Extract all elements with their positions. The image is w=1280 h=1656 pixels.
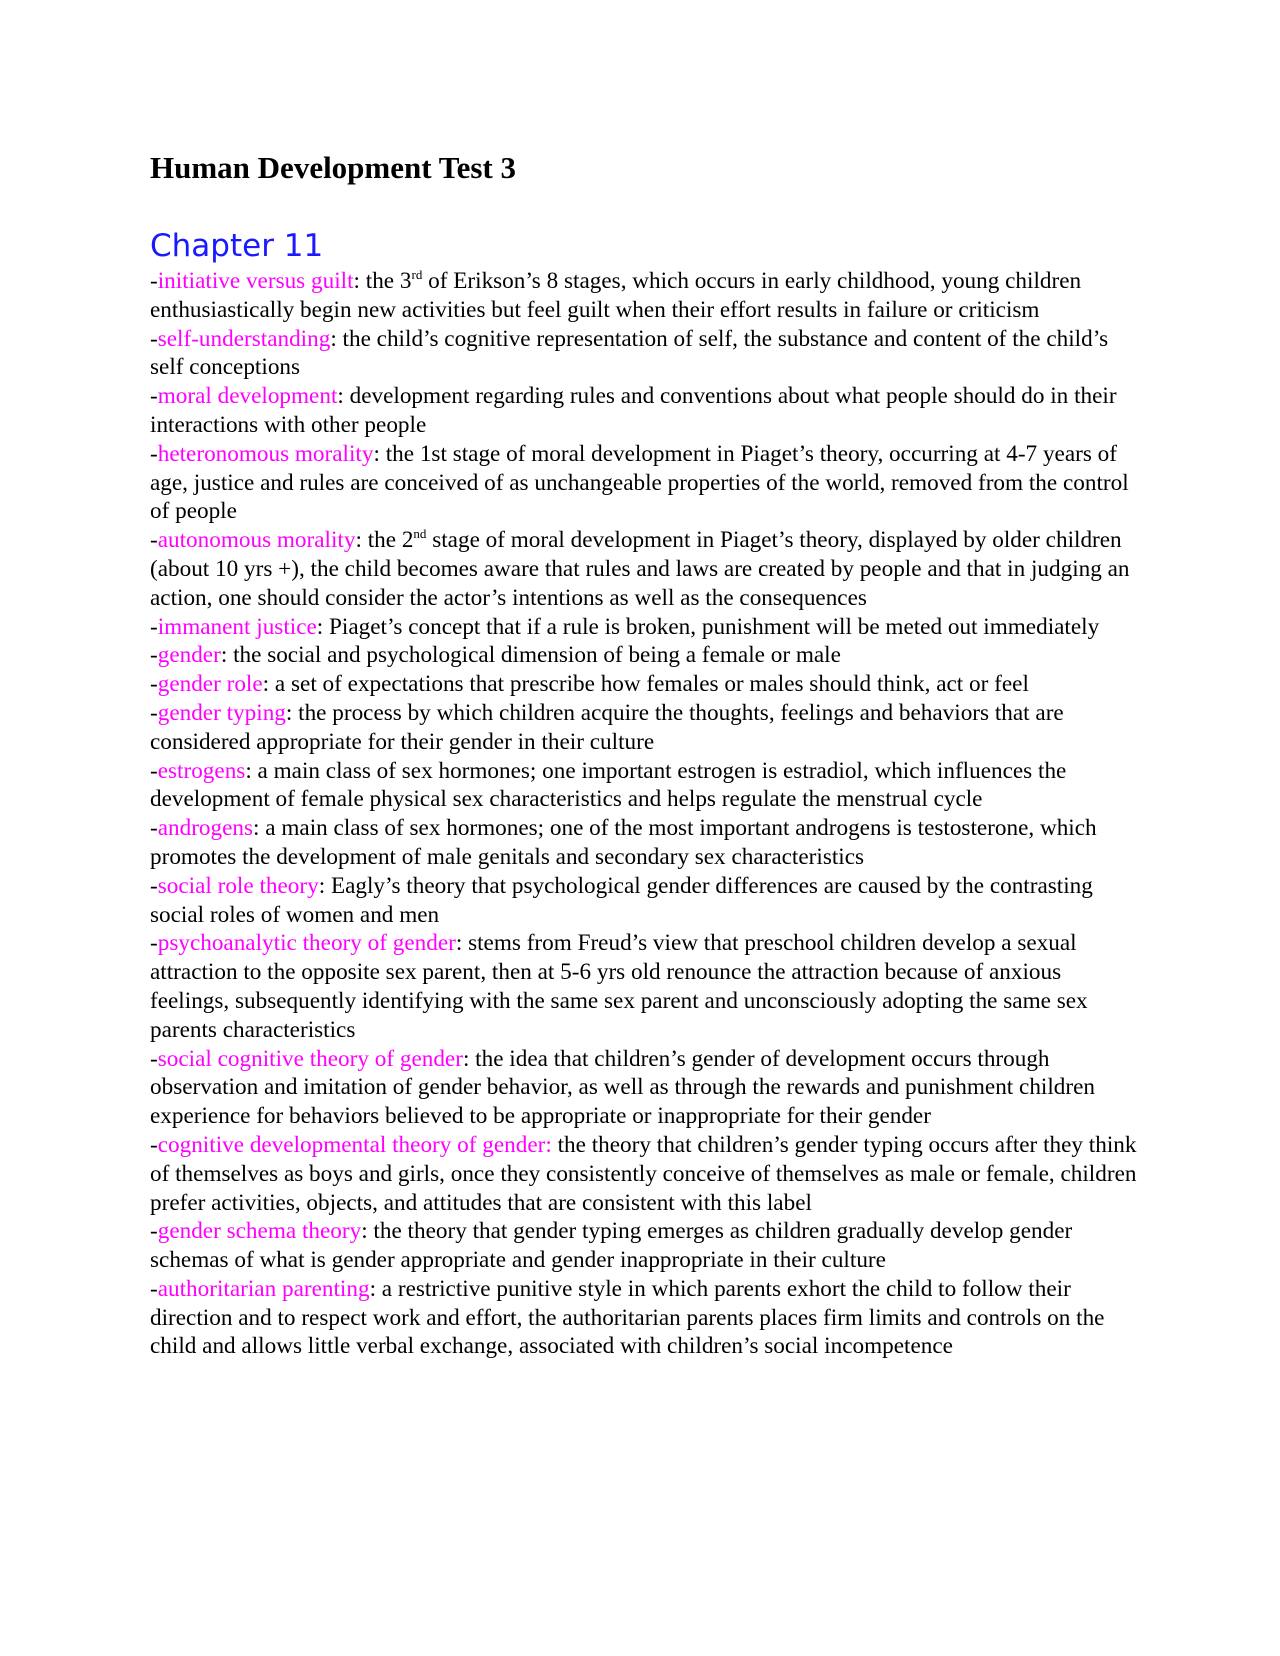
definition-list [150,267,1140,1361]
definition-entry [150,382,1140,440]
definition-term: initiative versus guilt [157,268,354,294]
entry-dash: - [150,642,158,669]
definition-entry [150,440,1140,526]
definition-entry [150,325,1140,383]
definition-entry [150,757,1140,815]
entry-dash: - [150,383,158,410]
definition-text: : a main class of sex hormones; one important estrogen is estradiol, which influences the development of female physical sex characteristics and helps regulate the menstrual cycle [150,757,1067,813]
definition-term: social role theory [157,872,319,899]
definition-text: : development regarding rules and conventions about what people should do in their interactions with other people [150,383,1117,438]
definition-entry [150,613,1140,642]
entry-dash: - [150,1218,158,1245]
definition-term: psychoanalytic theory of gender [157,930,456,957]
entry-dash: - [150,325,158,352]
definition-entry [150,814,1140,872]
definition-entry [150,1217,1140,1275]
definition-text: : a set of expectations that prescribe how females or males should think, act or feel [262,671,1029,698]
entry-dash: - [150,1131,158,1158]
definition-term: autonomous morality [157,527,356,554]
entry-dash: - [150,1275,158,1302]
definition-entry [150,1045,1140,1131]
entry-dash: - [150,930,158,957]
definition-text: : stems from Freud’s view that preschool children develop a sexual attraction to the opposite sex parent, then at 5-6 yrs old renounce the attraction because of anxious feelings, subsequently identifying with the same sex parent and unconsciously adopting the same sex parents characteristics [150,930,1088,1043]
chapter-heading: Chapter 11 [150,228,324,264]
definition-entry [150,1131,1140,1217]
definition-entry [150,267,1140,325]
ordinal-suffix: nd [413,526,427,542]
definition-text: stage of moral development in Piaget’s theory, displayed by older children (about 10 yrs +), the child becomes aware that rules and laws are created by people and that in judging an action, one should consider the actor’s intentions as well as the consequences [150,527,1130,611]
entry-dash: - [150,872,158,899]
definition-term: androgens [157,815,254,842]
entry-dash: - [150,815,158,842]
definition-text: the theory that children’s gender typing occurs after they think of themselves as boys and girls, once they consistently conceive of themselves as male or female, children prefer activities, objects, and attitudes that are consistent with this label [150,1131,1137,1216]
definition-text: : the theory that gender typing emerges as children gradually develop gender schemas of what is gender appropriate and gender inappropriate in their culture [150,1218,1073,1274]
definition-entry [150,670,1140,699]
definition-text: : Eagly’s theory that psychological gender differences are caused by the contrasting social roles of women and men [150,872,1093,928]
ordinal-suffix: rd [411,267,423,282]
entry-dash: - [150,268,158,294]
definition-text: : the process by which children acquire the thoughts, feelings and behaviors that are considered appropriate for their gender in their culture [150,699,1064,755]
definition-term: immanent justice [157,613,317,640]
definition-text: : the idea that children’s gender of development occurs through observation and imitation of gender behavior, as well as through the rewards and punishment children experience for behaviors believed to be appropriate or inappropriate for their gender [150,1045,1095,1130]
definition-text: of Erikson’s 8 stages, which occurs in early childhood, young children enthusiastically begin new activities but feel guilt when their effort results in failure or criticism [150,268,1082,323]
definition-entry [150,1275,1140,1361]
definition-term: gender [157,642,221,669]
definition-term: estrogens [157,757,246,784]
definition-text: : a main class of sex hormones; one of the most important androgens is testosterone, which promotes the development of male genitals and secondary sex characteristics [150,815,1097,870]
definition-entry [150,872,1140,930]
definition-term: heteronomous morality [157,440,374,467]
definition-text: : the 1st stage of moral development in Piaget’s theory, occurring at 4-7 years of age, justice and rules are conceived of as unchangeable properties of the world, removed from the control of people [150,440,1129,525]
entry-dash: - [150,671,158,698]
definition-term: gender role [157,671,263,698]
definition-term: gender schema theory [157,1218,362,1245]
entry-dash: - [150,1045,158,1072]
document-title: Human Development Test 3 [150,150,516,185]
definition-text: : a restrictive punitive style in which parents exhort the child to follow their direction and to respect work and effort, the authoritarian parents places firm limits and controls on the child and allows little verbal exchange, associated with children’s social incompetence [150,1275,1105,1360]
entry-dash: - [150,440,158,467]
definition-text: : the social and psychological dimension of being a female or male [220,642,841,669]
entry-dash: - [150,527,158,554]
definition-term: authoritarian parenting [157,1275,370,1302]
definition-entry [150,929,1140,1044]
definition-term: self-understanding [157,325,331,352]
definition-text: : the 3 [353,268,412,294]
definition-entry [150,641,1140,670]
definition-text: : the 2 [355,527,414,554]
definition-term: moral development [157,383,338,410]
definition-text: : the child’s cognitive representation of self, the substance and content of the child’s self conceptions [150,325,1109,381]
definition-text: : Piaget’s concept that if a rule is broken, punishment will be meted out immediately [316,613,1100,640]
definition-term: social cognitive theory of gender [157,1045,463,1072]
definition-term: cognitive developmental theory of gender: [157,1131,552,1158]
entry-dash: - [150,757,158,784]
definition-entry [150,526,1140,612]
entry-dash: - [150,613,158,640]
definition-term: gender typing [157,699,286,726]
definition-entry [150,699,1140,757]
entry-dash: - [150,699,158,726]
